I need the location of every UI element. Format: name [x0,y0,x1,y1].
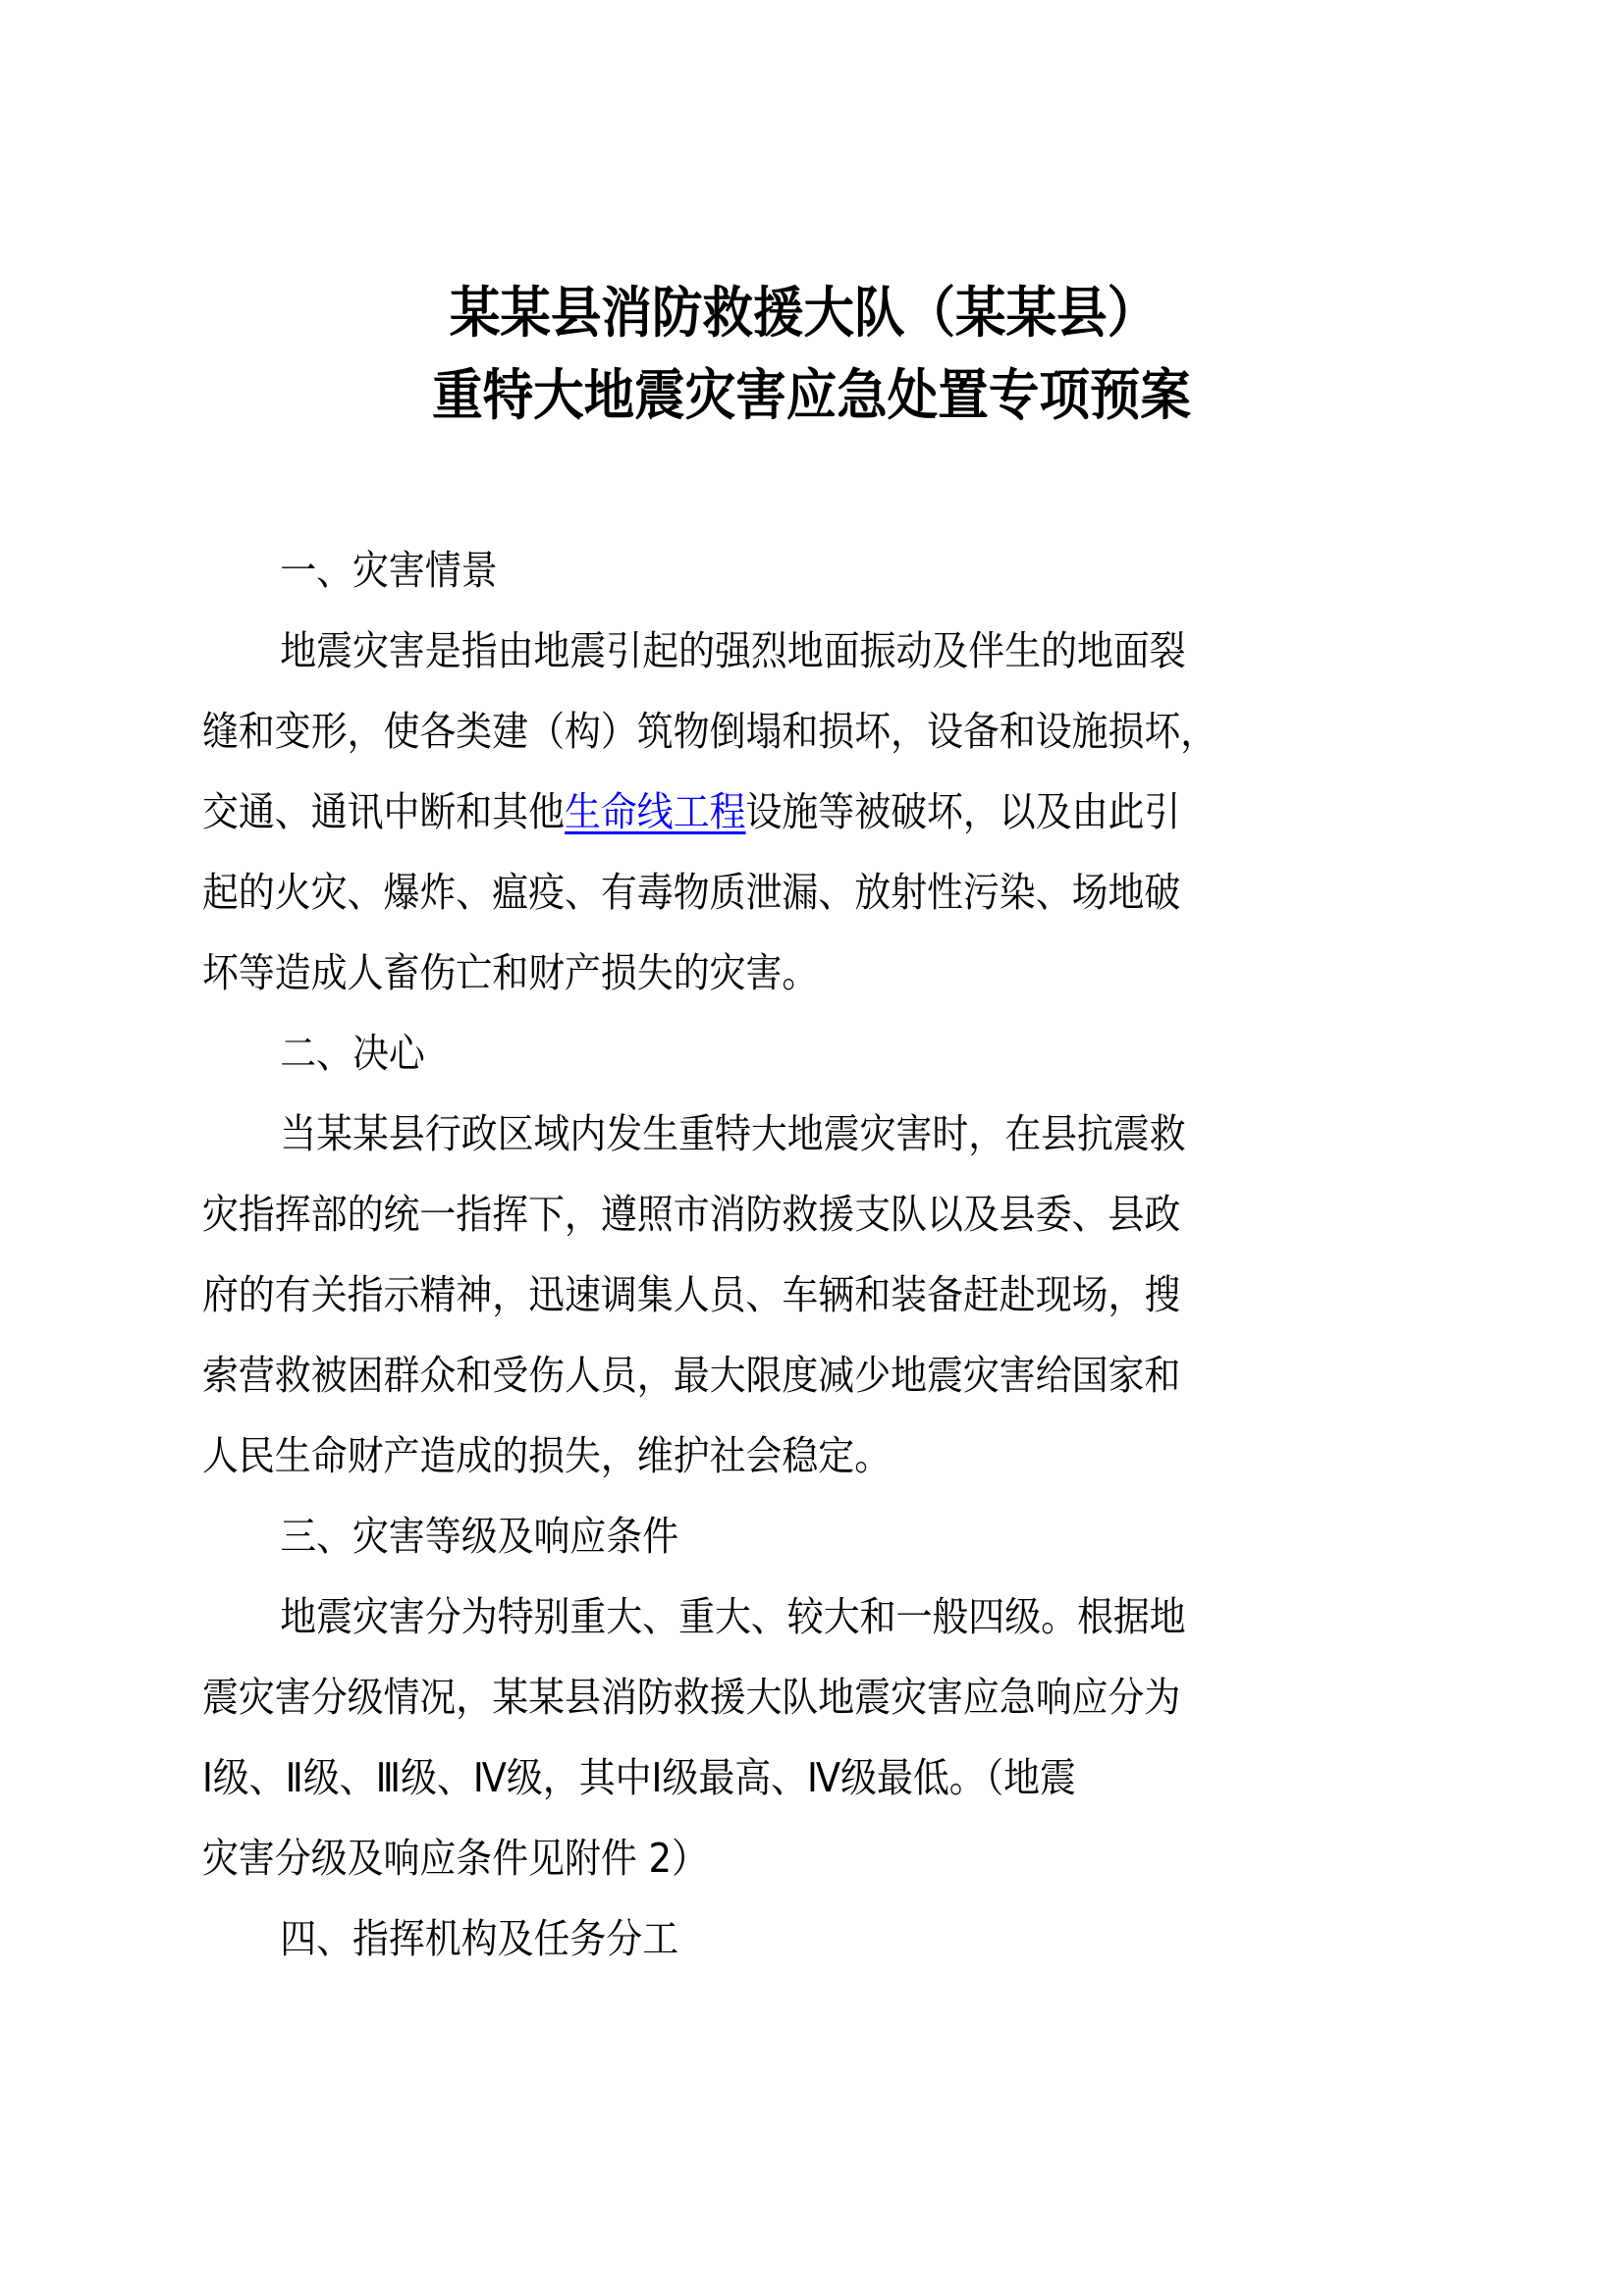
paragraph-line-with-link [202,772,1298,852]
paragraph-line: Ⅰ级、Ⅱ级、Ⅲ级、Ⅳ级，其中Ⅰ级最高、Ⅳ级最低。（地震 [202,1754,1076,1801]
paragraph-line: 灾指挥部的统一指挥下，遵照市消防救援支队以及县委、县政 [202,1191,1181,1238]
section-heading-disaster-scenario: 一、灾害情景 [280,547,498,594]
paragraph-line: 灾害分级及响应条件见附件 2） [202,1835,708,1882]
paragraph-line: 坏等造成人畜伤亡和财产损失的灾害。 [202,949,819,996]
section-heading-determination: 二、决心 [280,1030,425,1077]
paragraph-line: 索营救被困群众和受伤人员，最大限度减少地震灾害给国家和 [202,1352,1181,1399]
document-title-line-1: 某某县消防救援大队（某某县） [449,282,1159,346]
paragraph-line: 府的有关指示精神，迅速调集人员、车辆和装备赶赴现场，搜 [202,1271,1181,1318]
text-before-link: 交通、通讯中断和其他 [202,788,565,835]
document-body [202,530,1420,1979]
section-heading-command-structure: 四、指挥机构及任务分工 [280,1915,679,1962]
text-after-link: 设施等被破坏，以及由此引 [745,788,1181,835]
paragraph-line: 震灾害分级情况，某某县消防救援大队地震灾害应急响应分为 [202,1674,1181,1721]
lifeline-engineering-link[interactable]: 生命线工程 [565,788,746,835]
paragraph-line: 地震灾害是指由地震引起的强烈地面振动及伴生的地面裂 [280,627,1186,674]
paragraph-line: 地震灾害分为特别重大、重大、较大和一般四级。根据地 [280,1593,1186,1640]
document-title-line-2: 重特大地震灾害应急处置专项预案 [432,364,1191,428]
paragraph-line: 当某某县行政区域内发生重特大地震灾害时，在县抗震救 [280,1110,1186,1157]
paragraph-line: 缝和变形，使各类建（构）筑物倒塌和损坏，设备和设施损坏， [202,708,1217,755]
paragraph-line: 起的火灾、爆炸、瘟疫、有毒物质泄漏、放射性污染、场地破 [202,869,1181,916]
section-heading-disaster-levels: 三、灾害等级及响应条件 [280,1513,679,1560]
paragraph-line: 人民生命财产造成的损失，维护社会稳定。 [202,1432,892,1479]
